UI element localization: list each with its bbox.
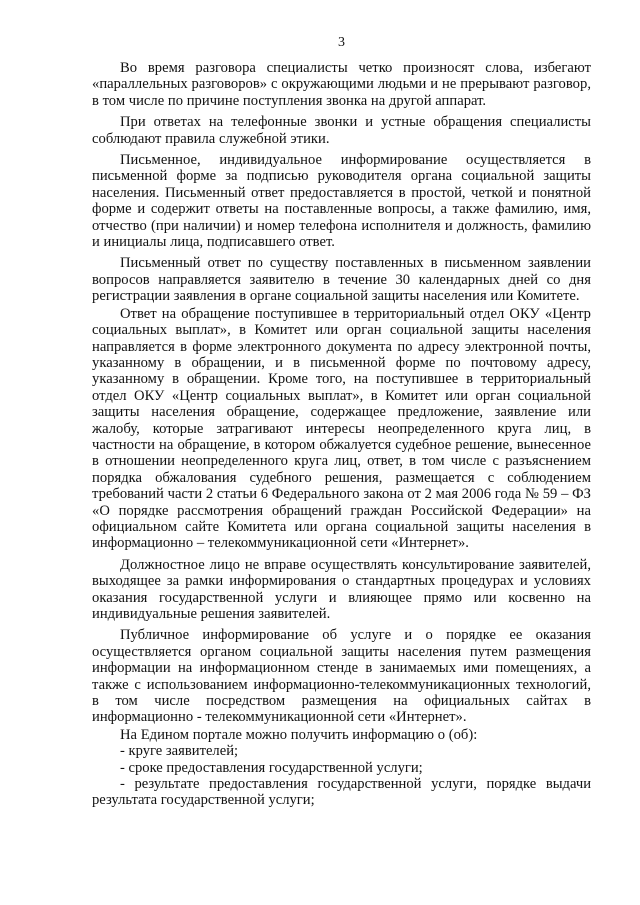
paragraph-written-answer-deadline: Письменный ответ по существу поставленных в письменном заявлении вопросов направляется заявителю в течение 30 календарных дней со дня регистрации заявления в органе социальной защиты населения или Комитете. [92,255,591,305]
paragraph-official-restriction: Должностное лицо не вправе осуществлять консультирование заявителей, выходящее за рамки информирования о стандартных процедурах и условиях оказания государственной услуги и влияющее прямо или косвенно на индивидуальные решения заявителей. [92,556,591,622]
list-item: - круге заявителей; [120,743,239,760]
list-item: - результате предоставления государственной услуги, порядке выдачи результата государственной услуги; [92,776,591,809]
paragraph-written-informing: Письменное, индивидуальное информирование осуществляется в письменной форме за подписью руководителя органа социальной защиты населения. Письменный ответ предоставляется в простой, четкой и понятной форме и содержит ответы на поставленные вопросы, а также фамилию, имя, отчество (при наличии) и номер телефона исполнителя и должность, фамилию и инициалы лица, подписавшего ответ. [92,152,591,251]
paragraph-answer-delivery: Ответ на обращение поступившее в территориальный отдел ОКУ «Центр социальных выплат», в Комитет или орган социальной защиты населения направляется в форме электронного документа по адресу электронной почты, указанному в обращении, и в письменной форме по почтовому адресу, указанному в обращении. Кроме того, на поступившее в территориальный отдел ОКУ «Центр социальных выплат», в Комитет или орган социальной защиты населения обращение, содержащее предложение, заявление или жалобу, которые затрагивают интересы неопределенного круга лиц, в частности на обращение, в котором обжалуется судебное решение, вынесенное в отношении неопределенного круга лиц, ответ, в том числе с разъяснением порядка обжалования судебного решения, размещается с соблюдением требований части 2 статьи 6 Федерального закона от 2 мая 2006 года № 59 – ФЗ «О порядке рассмотрения обращений граждан Российской Федерации» на официальном сайте Комитета или органа социальной защиты населения в информационно – телекоммуникационной сети «Интернет». [92,305,591,552]
page-number: 3 [338,35,345,50]
paragraph-ethics: При ответах на телефонные звонки и устные обращения специалисты соблюдают правила служебной этики. [92,114,591,147]
paragraph-conversation: Во время разговора специалисты четко произносят слова, избегают «параллельных разговоров» с окружающими людьми и не прерывают разговор, в том числе по причине поступления звонка на другой аппарат. [92,60,591,109]
paragraph-public-informing: Публичное информирование об услуге и о порядке ее оказания осуществляется органом социальной защиты населения путем размещения информации на информационном стенде в занимаемых ими помещениях, а также с использованием информационно-телекоммуникационных технологий, в том числе посредством размещения на официальных сайтах в информационно - телекоммуникационной сети «Интернет». [92,627,591,726]
list-item: - сроке предоставления государственной услуги; [120,759,423,776]
paragraph-unified-portal: На Едином портале можно получить информацию о (об): [120,726,478,743]
